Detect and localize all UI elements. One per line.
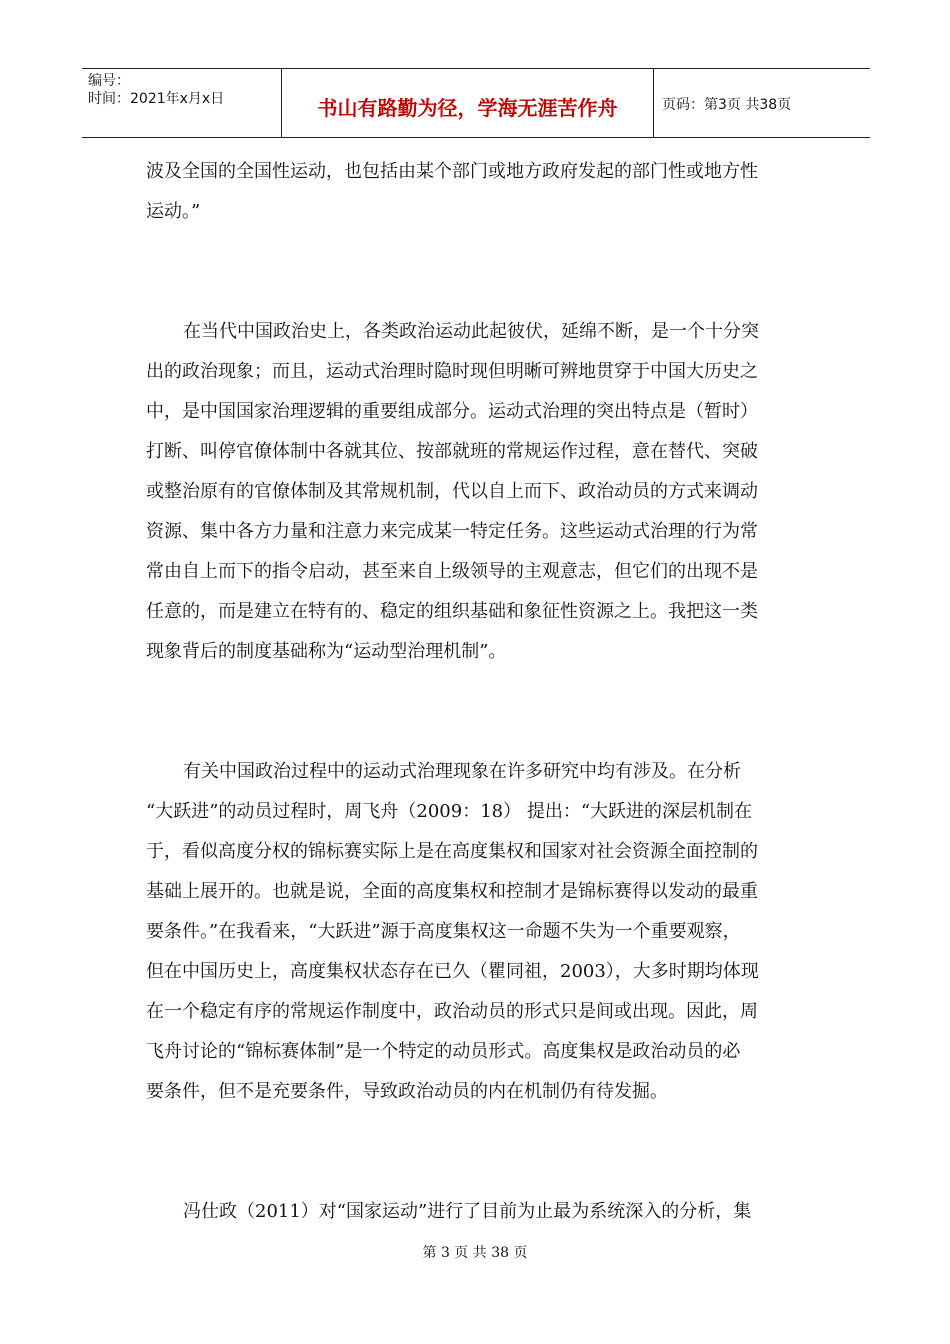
paragraph-spacer	[146, 232, 806, 272]
paragraph-line: 飞舟讨论的“锦标赛体制”是一个特定的动员形式。高度集权是政治动员的必	[146, 1041, 741, 1062]
paragraph	[146, 752, 806, 1112]
paragraph	[146, 312, 806, 672]
paragraph-line: 中，是中国国家治理逻辑的重要组成部分。运动式治理的突出特点是（暂时）	[146, 401, 758, 422]
paragraph-line: “大跃进”的动员过程时，周飞舟（2009：18） 提出：“大跃进的深层机制在	[146, 801, 753, 822]
header-page-cell	[654, 69, 870, 137]
paragraph-line: 出的政治现象；而且，运动式治理时隐时现但明晰可辨地贯穿于中国大历史之	[146, 361, 758, 382]
paragraph-line: 任意的，而是建立在特有的、稳定的组织基础和象征性资源之上。我把这一类	[146, 601, 758, 622]
paragraph-spacer	[146, 712, 806, 752]
header-motto-cell	[282, 69, 654, 137]
paragraph-line: 在当代中国政治史上，各类政治运动此起彼伏，延绵不断，是一个十分突	[183, 321, 759, 342]
document-header	[82, 68, 870, 138]
paragraph-line: 基础上展开的。也就是说，全面的高度集权和控制才是锦标赛得以发动的最重	[146, 881, 758, 902]
paragraph-spacer	[146, 672, 806, 712]
header-page-code: 页码：第3页 共38页	[662, 97, 792, 113]
paragraph-spacer	[146, 272, 806, 312]
paragraph-line: 运动。”	[146, 201, 201, 222]
paragraph-line: 资源、集中各方力量和注意力来完成某一特定任务。这些运动式治理的行为常	[146, 521, 758, 542]
paragraph-line: 于，看似高度分权的锦标赛实际上是在高度集权和国家对社会资源全面控制的	[146, 841, 758, 862]
paragraph	[146, 152, 806, 232]
paragraph-spacer	[146, 1152, 806, 1192]
document-body	[146, 152, 806, 1232]
paragraph-line: 要条件。”在我看来，“大跃进”源于高度集权这一命题不失为一个重要观察，	[146, 921, 741, 942]
header-motto: 书山有路勤为径，学海无涯苦作舟	[317, 96, 618, 120]
paragraph-line: 冯仕政（2011）对“国家运动”进行了目前为止最为系统深入的分析，集	[183, 1201, 752, 1222]
header-meta-cell	[82, 69, 282, 137]
paragraph-line: 要条件，但不是充要条件，导致政治动员的内在机制仍有待发掘。	[146, 1081, 668, 1102]
paragraph-line: 现象背后的制度基础称为“运动型治理机制”。	[146, 641, 507, 662]
document-number-label: 编号：	[88, 73, 130, 89]
paragraph-line: 或整治原有的官僚体制及其常规机制，代以自上而下、政治动员的方式来调动	[146, 481, 758, 502]
paragraph-line: 波及全国的全国性运动，也包括由某个部门或地方政府发起的部门性或地方性	[146, 161, 758, 182]
paragraph-line: 在一个稳定有序的常规运作制度中，政治动员的形式只是间或出现。因此，周	[146, 1001, 758, 1022]
document-date-label: 时间：2021年x月x日	[88, 91, 225, 107]
paragraph-line: 常由自上而下的指令启动，甚至来自上级领导的主观意志，但它们的出现不是	[146, 561, 758, 582]
page-footer: 第 3 页 共 38 页	[422, 1245, 528, 1261]
paragraph-line: 但在中国历史上，高度集权状态存在已久（瞿同祖，2003），大多时期均体现	[146, 961, 759, 982]
paragraph	[146, 1192, 806, 1232]
paragraph-spacer	[146, 1112, 806, 1152]
paragraph-line: 打断、叫停官僚体制中各就其位、按部就班的常规运作过程，意在替代、突破	[146, 441, 758, 462]
paragraph-line: 有关中国政治过程中的运动式治理现象在许多研究中均有涉及。在分析	[183, 761, 741, 782]
